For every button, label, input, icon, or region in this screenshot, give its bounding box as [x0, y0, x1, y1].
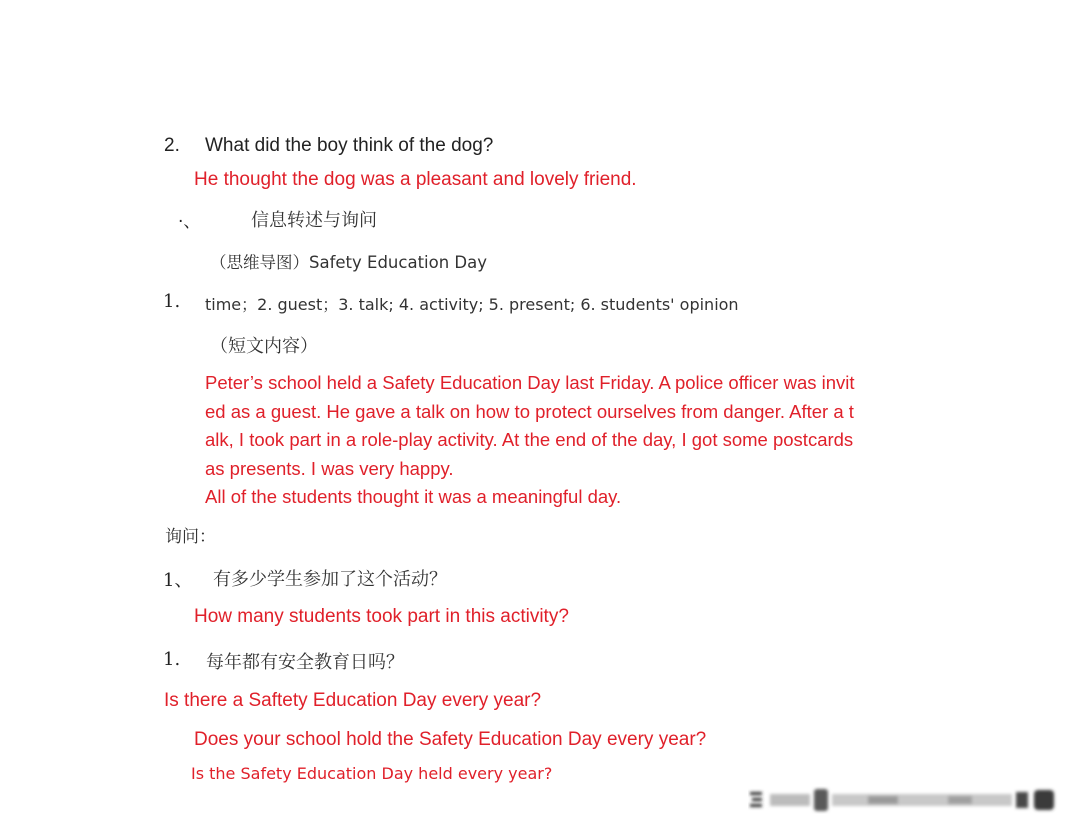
short-text-label: （短文内容） — [210, 336, 318, 357]
inquiry-q1-answer: How many students took part in this activity? — [194, 606, 569, 627]
section-marker: ·、 — [178, 212, 201, 232]
inquiry-q2-answer-c: Is the Safety Education Day held every year? — [191, 764, 553, 783]
mind-map-label: （思维导图）Safety Education Day — [210, 253, 487, 272]
watermark-logo — [748, 786, 1060, 814]
mind-map-number: 1. — [163, 291, 181, 312]
inquiry-q2-text: 每年都有安全教育日吗？ — [206, 652, 404, 673]
inquiry-q2-answer-b: Does your school hold the Safety Education Day every year? — [194, 729, 707, 750]
mind-map-items: time；2. guest；3. talk; 4. activity; 5. present; 6. students' opinion — [205, 295, 739, 314]
question-text: What did the boy think of the dog? — [205, 135, 494, 156]
inquiry-q1-text: 有多少学生参加了这个活动？ — [213, 569, 447, 590]
inquiry-q2-answer-a: Is there a Saftety Education Day every year? — [164, 690, 542, 711]
question-number: 2. — [164, 135, 180, 156]
inquiry-label: 询问： — [165, 527, 216, 547]
inquiry-q2-number: 1. — [163, 649, 181, 670]
section-heading: 信息转述与询问 — [251, 210, 377, 231]
inquiry-q1-number: 1、 — [163, 570, 193, 591]
short-text-paragraph: Peter’s school held a Safety Education Day last Friday. A police officer was invit ed as a guest. He gave a talk on how to protect ourselves from danger. After a t alk, I took part in a role-play activity. At the end of the day, I got some postcards as presents. I was very happy. All of the students thought it was a meaningful day. — [205, 372, 855, 507]
answer-text: He thought the dog was a pleasant and lovely friend. — [194, 169, 637, 190]
